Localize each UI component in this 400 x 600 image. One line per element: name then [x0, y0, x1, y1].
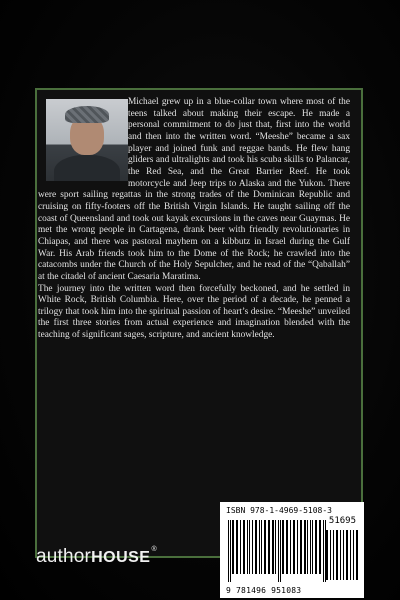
barcode-bar: [312, 520, 313, 574]
barcode-bar: [249, 520, 250, 574]
addon-bar: [356, 530, 358, 580]
barcode-bar: [280, 520, 281, 582]
publisher-logo: [36, 546, 157, 568]
barcode-bar: [240, 520, 241, 574]
price-addon-code: 51695: [328, 516, 356, 526]
barcode-bar: [228, 520, 229, 582]
barcode-bar: [259, 520, 260, 574]
barcode-bar: [323, 520, 324, 582]
addon-bar: [350, 530, 351, 580]
barcode-bar: [278, 520, 279, 582]
photo-cap: [65, 106, 109, 123]
barcode-bar: [315, 520, 317, 574]
barcode-bar: [230, 520, 231, 582]
barcode-bar: [304, 520, 306, 574]
photo-shirt: [54, 155, 120, 181]
addon-bar: [336, 530, 338, 580]
author-photo: [46, 99, 128, 181]
addon-bar: [343, 530, 344, 580]
barcode-bar: [255, 520, 257, 574]
barcode-bar: [300, 520, 302, 574]
barcode-bar: [275, 520, 276, 574]
addon-bar: [333, 530, 334, 580]
ean-digits: 9 781496 951083: [226, 586, 302, 595]
barcode-bar: [252, 520, 253, 574]
barcode-bar: [319, 520, 321, 574]
barcode-bar: [243, 520, 245, 574]
addon-bar: [353, 530, 354, 580]
barcode-bar: [290, 520, 291, 574]
bio-paragraph-2: The journey into the written word then forcefully beckoned, and he settled in White Rock, British Columbia. Here, over the period of a decade, he penned a trilogy that took him into the spiritual passion of heart’s desire. “Meeshe” unveiled the first three stories from actual experience and imagination blended with the teaching of significant sages, scripture, and ancient knowledge.: [38, 283, 350, 341]
barcode-bars: [226, 520, 358, 582]
registered-mark: ®: [151, 546, 157, 553]
publisher-name-part1: author: [36, 546, 92, 567]
barcode-bar: [236, 520, 238, 574]
author-bio-box: [38, 91, 360, 555]
isbn-barcode: [220, 502, 364, 598]
addon-bar: [330, 530, 331, 580]
barcode-bar: [293, 520, 295, 574]
isbn-number: ISBN 978-1-4969-5108-3: [226, 506, 332, 515]
barcode-bar: [307, 520, 308, 574]
barcode-bar: [272, 520, 274, 574]
barcode-bar: [297, 520, 298, 574]
barcode-bar: [261, 520, 262, 574]
barcode-bar: [247, 520, 248, 574]
barcode-bar: [325, 520, 326, 582]
barcode-bar: [282, 520, 284, 574]
addon-bar: [346, 530, 348, 580]
barcode-bar: [264, 520, 266, 574]
addon-bar: [326, 530, 328, 580]
barcode-bar: [310, 520, 311, 574]
barcode-bar: [286, 520, 288, 574]
addon-bar: [340, 530, 341, 580]
barcode-bar: [268, 520, 270, 574]
barcode-bar: [232, 520, 234, 574]
publisher-name-part2: HOUSE: [91, 549, 151, 566]
bio-paragraph-1: Michael grew up in a blue-collar town where most of the teens talked about making their escape. He made a personal commitment to do just that, first into the world and then into the written word. “Meeshe” became a sax player and joined funk and reggae bands. He flew hang gliders and ultralights and took his scuba skills to Palancar, the Red Sea, and the Great Barrier Reef. He took motorcycle and Jeep trips to Alaska and the Yukon. There were sport sailing regattas in the strong trades of the Dominican Republic and cruising on fifty-footers off the British Virgin Islands. He taught sailing off the coast of Queensland and took out kayak excursions in the caves near Guaymas. He met the wrong people in Cartagena, drank beer with friendly revolutionaries in Chiapas, and there was pastoral mayhem on a kibbutz in Israel during the Gulf War. His Arab friends took him to the Dome of the Rock; he crawled into the catacombs under the Church of the Holy Sepulcher, and he read of the “Qaballah” at the citadel of ancient Caesaria Maratima.: [38, 97, 350, 282]
